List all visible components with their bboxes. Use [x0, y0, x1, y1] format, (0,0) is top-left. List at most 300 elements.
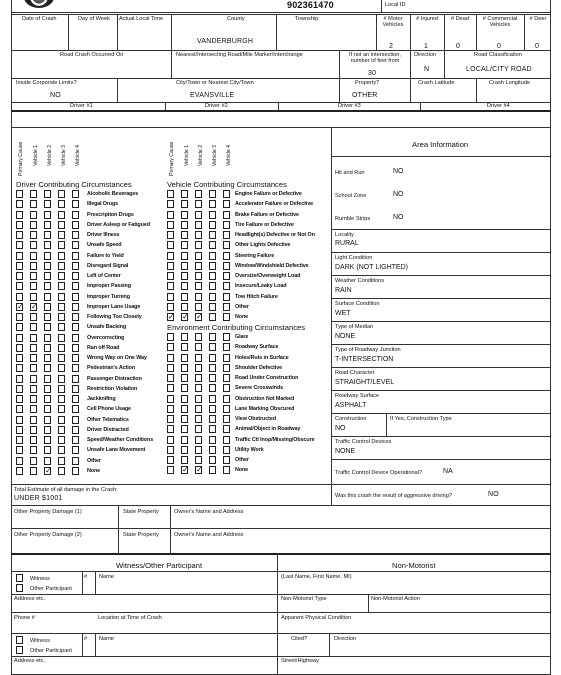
environment-checkbox[interactable]	[195, 364, 202, 372]
driver-checkbox[interactable]	[30, 252, 37, 260]
vehicle-checkbox[interactable]	[167, 231, 174, 239]
driver-checkbox[interactable]	[44, 221, 51, 229]
vehicle-checkbox[interactable]	[209, 190, 216, 198]
vehicle-checkbox[interactable]	[223, 262, 230, 270]
vehicle-checkbox[interactable]	[181, 241, 188, 249]
environment-checkbox[interactable]	[223, 466, 230, 474]
driver-checkbox[interactable]	[72, 262, 79, 270]
vehicle-checkbox[interactable]	[223, 200, 230, 208]
driver-checkbox[interactable]	[58, 354, 65, 362]
vehicle-checkbox[interactable]	[181, 303, 188, 311]
driver-checkbox[interactable]	[44, 436, 51, 444]
driver-checkbox[interactable]	[58, 313, 65, 321]
driver-checkbox[interactable]	[44, 241, 51, 249]
environment-checkbox[interactable]	[181, 354, 188, 362]
driver-checkbox[interactable]	[16, 395, 23, 403]
driver-checkbox[interactable]	[72, 457, 79, 465]
driver-checkbox[interactable]	[44, 313, 51, 321]
driver-checkbox[interactable]	[30, 436, 37, 444]
driver-item-label: Restriction Violation	[87, 385, 138, 392]
driver-checkbox[interactable]	[58, 405, 65, 413]
environment-checkbox[interactable]	[209, 395, 216, 403]
driver-checkbox[interactable]	[58, 395, 65, 403]
environment-checkbox[interactable]	[181, 446, 188, 454]
vehicle-checkbox[interactable]	[223, 303, 230, 311]
other-participant-2-checkbox[interactable]	[16, 646, 23, 654]
environment-checkbox[interactable]	[167, 333, 174, 341]
driver-checkbox[interactable]	[30, 416, 37, 424]
environment-checkbox[interactable]	[209, 343, 216, 351]
environment-checkbox[interactable]	[167, 354, 174, 362]
environment-checkbox[interactable]	[167, 395, 174, 403]
driver-checkbox[interactable]	[72, 405, 79, 413]
vehicle-checkbox[interactable]	[181, 231, 188, 239]
driver-1-label: Driver #1	[70, 103, 93, 109]
environment-checkbox[interactable]	[181, 364, 188, 372]
driver-checkbox[interactable]	[16, 262, 23, 270]
environment-checkbox[interactable]	[195, 343, 202, 351]
witness-checkbox[interactable]	[16, 574, 23, 582]
driver-checkbox[interactable]	[72, 334, 79, 342]
driver-checkbox[interactable]	[58, 385, 65, 393]
vehicle-checkbox[interactable]	[181, 282, 188, 290]
driver-checkbox[interactable]	[16, 231, 23, 239]
vehicle-checkbox[interactable]	[209, 252, 216, 260]
driver-checkbox[interactable]	[58, 221, 65, 229]
environment-checkbox[interactable]	[181, 384, 188, 392]
driver-checkbox[interactable]	[16, 200, 23, 208]
driver-checkbox[interactable]	[30, 323, 37, 331]
driver-checkbox[interactable]	[30, 313, 37, 321]
environment-checkbox[interactable]	[223, 436, 230, 444]
driver-checkbox[interactable]	[44, 385, 51, 393]
environment-checkbox[interactable]	[223, 456, 230, 464]
driver-checkbox[interactable]	[16, 344, 23, 352]
driver-checkbox[interactable]	[44, 457, 51, 465]
vehicle-checkbox[interactable]	[209, 231, 216, 239]
driver-checkbox[interactable]	[16, 241, 23, 249]
vehicle-checkbox[interactable]	[209, 200, 216, 208]
vehicle-checkbox[interactable]	[167, 272, 174, 280]
driver-checkbox[interactable]	[16, 436, 23, 444]
property-label: Property?	[355, 80, 380, 86]
vehicle-checkbox[interactable]	[223, 190, 230, 198]
driver-checkbox[interactable]	[72, 426, 79, 434]
driver-checkbox[interactable]	[30, 446, 37, 454]
driver-checkbox[interactable]	[72, 313, 79, 321]
environment-checkbox[interactable]	[209, 384, 216, 392]
driver-checkbox[interactable]	[16, 211, 23, 219]
driver-checkbox[interactable]	[30, 405, 37, 413]
environment-checkbox[interactable]	[209, 415, 216, 423]
driver-checkbox[interactable]: ✓	[31, 301, 38, 311]
driver-checkbox[interactable]	[58, 334, 65, 342]
vehicle-checkbox[interactable]	[209, 262, 216, 270]
driver-checkbox[interactable]	[16, 426, 23, 434]
environment-checkbox[interactable]	[195, 425, 202, 433]
driver-checkbox[interactable]	[30, 467, 37, 475]
driver-checkbox[interactable]	[72, 323, 79, 331]
driver-checkbox[interactable]	[72, 231, 79, 239]
tcd-value: NONE	[335, 448, 356, 455]
driver-checkbox[interactable]	[58, 344, 65, 352]
vehicle-checkbox[interactable]	[181, 272, 188, 280]
environment-checkbox[interactable]	[181, 425, 188, 433]
driver-checkbox[interactable]	[72, 467, 79, 475]
witness-2-name-label: Name	[99, 636, 114, 642]
environment-checkbox[interactable]	[181, 395, 188, 403]
environment-checkbox[interactable]	[209, 405, 216, 413]
environment-checkbox[interactable]	[181, 415, 188, 423]
driver-checkbox[interactable]	[58, 190, 65, 198]
driver-checkbox[interactable]	[16, 221, 23, 229]
driver-checkbox[interactable]	[72, 293, 79, 301]
environment-checkbox[interactable]	[223, 425, 230, 433]
tcd-operational-value: NA	[443, 468, 453, 475]
driver-checkbox[interactable]	[44, 323, 51, 331]
driver-checkbox[interactable]	[30, 190, 37, 198]
vehicle-checkbox[interactable]	[195, 303, 202, 311]
environment-checkbox[interactable]	[167, 343, 174, 351]
driver-checkbox[interactable]	[30, 221, 37, 229]
driver-checkbox[interactable]	[30, 354, 37, 362]
driver-checkbox[interactable]	[30, 364, 37, 372]
driver-checkbox[interactable]	[44, 272, 51, 280]
driver-checkbox[interactable]	[58, 457, 65, 465]
driver-checkbox[interactable]	[44, 416, 51, 424]
driver-checkbox[interactable]	[58, 416, 65, 424]
environment-checkbox[interactable]	[181, 405, 188, 413]
vehicle-checkbox[interactable]	[195, 262, 202, 270]
vehicle-checkbox[interactable]	[181, 293, 188, 301]
vehicle-item-label: Insecure/Leaky Load	[235, 283, 287, 290]
environment-checkbox[interactable]	[181, 343, 188, 351]
environment-checkbox[interactable]	[223, 364, 230, 372]
environment-checkbox[interactable]	[167, 405, 174, 413]
environment-checkbox[interactable]	[223, 384, 230, 392]
environment-checkbox[interactable]	[181, 333, 188, 341]
vehicle-checkbox[interactable]	[167, 200, 174, 208]
driver-checkbox[interactable]	[16, 446, 23, 454]
day-label: Day of Week	[78, 16, 110, 22]
driver-checkbox[interactable]	[16, 457, 23, 465]
driver-checkbox[interactable]	[16, 252, 23, 260]
vehicle-checkbox[interactable]	[181, 211, 188, 219]
vehicle-checkbox[interactable]	[209, 211, 216, 219]
driver-checkbox[interactable]	[58, 252, 65, 260]
road-character-value: STRAIGHT/LEVEL	[335, 379, 395, 386]
driver-checkbox[interactable]	[72, 282, 79, 290]
driver-checkbox[interactable]	[16, 385, 23, 393]
driver-checkbox[interactable]	[58, 231, 65, 239]
driver-checkbox[interactable]	[30, 272, 37, 280]
driver-checkbox[interactable]	[72, 303, 79, 311]
environment-checkbox[interactable]	[223, 405, 230, 413]
vehicle-checkbox[interactable]	[223, 313, 230, 321]
environment-checkbox[interactable]	[195, 405, 202, 413]
environment-checkbox[interactable]	[209, 354, 216, 362]
environment-checkbox[interactable]	[223, 374, 230, 382]
driver-checkbox[interactable]	[16, 293, 23, 301]
environment-checkbox[interactable]	[195, 436, 202, 444]
commercial-label: # Commercial Vehicles	[482, 16, 518, 28]
environment-checkbox[interactable]	[195, 415, 202, 423]
vehicle-checkbox[interactable]	[195, 190, 202, 198]
driver-checkbox[interactable]	[16, 405, 23, 413]
vehicle-checkbox[interactable]	[167, 211, 174, 219]
driver-checkbox[interactable]: ✓	[17, 301, 24, 311]
driver-checkbox[interactable]	[44, 405, 51, 413]
vehicle-checkbox[interactable]	[167, 293, 174, 301]
driver-checkbox[interactable]	[16, 323, 23, 331]
witness-2-checkbox[interactable]	[16, 636, 23, 644]
driver-checkbox[interactable]	[72, 200, 79, 208]
environment-checkbox[interactable]	[209, 425, 216, 433]
driver-checkbox[interactable]	[44, 282, 51, 290]
environment-checkbox[interactable]	[209, 446, 216, 454]
driver-checkbox[interactable]	[44, 395, 51, 403]
driver-checkbox[interactable]	[72, 446, 79, 454]
driver-checkbox[interactable]	[16, 354, 23, 362]
vehicle-checkbox[interactable]	[209, 303, 216, 311]
driver-checkbox[interactable]	[58, 364, 65, 372]
driver-checkbox[interactable]	[44, 303, 51, 311]
driver-checkbox[interactable]	[44, 211, 51, 219]
roadway-surface-value: ASPHALT	[335, 402, 367, 409]
driver-checkbox[interactable]	[72, 375, 79, 383]
driver-checkbox[interactable]: ✓	[45, 465, 52, 475]
environment-checkbox[interactable]	[223, 415, 230, 423]
driver-checkbox[interactable]	[16, 272, 23, 280]
col-vehicle-4-veh: Vehicle 4	[226, 144, 232, 166]
vehicle-item-label: None	[235, 314, 249, 320]
environment-checkbox[interactable]	[167, 364, 174, 372]
vehicle-checkbox[interactable]	[223, 241, 230, 249]
vehicle-checkbox[interactable]	[195, 200, 202, 208]
driver-checkbox[interactable]	[44, 262, 51, 270]
environment-checkbox[interactable]	[181, 436, 188, 444]
vehicle-checkbox[interactable]	[223, 293, 230, 301]
driver-checkbox[interactable]	[16, 375, 23, 383]
driver-checkbox[interactable]	[72, 385, 79, 393]
driver-checkbox[interactable]	[30, 262, 37, 270]
vehicle-checkbox[interactable]	[167, 190, 174, 198]
vehicle-checkbox[interactable]	[209, 241, 216, 249]
driver-checkbox[interactable]	[72, 272, 79, 280]
driver-checkbox[interactable]	[30, 344, 37, 352]
vehicle-checkbox[interactable]	[223, 252, 230, 260]
driver-checkbox[interactable]	[58, 426, 65, 434]
driver-checkbox[interactable]	[72, 344, 79, 352]
driver-checkbox[interactable]	[58, 262, 65, 270]
vehicle-checkbox[interactable]	[167, 221, 174, 229]
driver-checkbox[interactable]	[44, 364, 51, 372]
vehicle-checkbox[interactable]	[195, 231, 202, 239]
driver-checkbox[interactable]	[44, 375, 51, 383]
vehicle-checkbox[interactable]	[209, 293, 216, 301]
environment-checkbox[interactable]	[195, 384, 202, 392]
driver-checkbox[interactable]	[72, 221, 79, 229]
driver-checkbox[interactable]	[58, 200, 65, 208]
environment-checkbox[interactable]: ✓	[182, 465, 189, 475]
driver-checkbox[interactable]	[44, 446, 51, 454]
driver-checkbox[interactable]	[30, 395, 37, 403]
environment-checkbox[interactable]	[223, 446, 230, 454]
environment-checkbox[interactable]	[167, 446, 174, 454]
driver-item-label: Illegal Drugs	[87, 201, 119, 208]
other-participant-checkbox[interactable]	[16, 584, 23, 592]
environment-checkbox[interactable]	[209, 333, 216, 341]
vehicle-checkbox[interactable]: ✓	[182, 312, 189, 321]
environment-checkbox[interactable]	[167, 374, 174, 382]
driver-checkbox[interactable]	[72, 364, 79, 372]
driver-checkbox[interactable]	[16, 313, 23, 321]
environment-checkbox[interactable]: ✓	[196, 465, 203, 475]
environment-checkbox[interactable]	[181, 374, 188, 382]
driver-checkbox[interactable]	[30, 211, 37, 219]
driver-checkbox[interactable]	[16, 334, 23, 342]
environment-checkbox[interactable]	[195, 354, 202, 362]
environment-checkbox[interactable]	[223, 395, 230, 403]
environment-checkbox[interactable]	[209, 374, 216, 382]
environment-checkbox[interactable]	[167, 456, 174, 464]
driver-checkbox[interactable]	[58, 467, 65, 475]
driver-checkbox[interactable]	[16, 467, 23, 475]
driver-checkbox[interactable]	[30, 293, 37, 301]
environment-checkbox[interactable]	[209, 364, 216, 372]
vehicle-section-title: Vehicle Contributing Circumstances	[167, 180, 287, 189]
vehicle-checkbox[interactable]	[209, 313, 216, 321]
environment-checkbox[interactable]	[167, 425, 174, 433]
driver-item-label: Alcoholic Beverages	[87, 191, 139, 197]
vehicle-checkbox[interactable]	[195, 293, 202, 301]
driver-checkbox[interactable]	[44, 344, 51, 352]
vehicle-checkbox[interactable]	[181, 200, 188, 208]
driver-checkbox[interactable]	[44, 426, 51, 434]
driver-checkbox[interactable]	[58, 293, 65, 301]
driver-checkbox[interactable]	[30, 241, 37, 249]
environment-checkbox[interactable]	[223, 333, 230, 341]
environment-checkbox[interactable]	[209, 436, 216, 444]
driver-checkbox[interactable]	[72, 416, 79, 424]
environment-checkbox[interactable]	[223, 354, 230, 362]
driver-checkbox[interactable]	[16, 190, 23, 198]
environment-checkbox[interactable]	[223, 343, 230, 351]
vehicle-checkbox[interactable]	[167, 282, 174, 290]
driver-checkbox[interactable]	[44, 354, 51, 362]
driver-checkbox[interactable]	[72, 252, 79, 260]
driver-checkbox[interactable]	[16, 282, 23, 290]
driver-checkbox[interactable]	[30, 385, 37, 393]
driver-checkbox[interactable]	[44, 293, 51, 301]
vehicle-checkbox[interactable]	[167, 241, 174, 249]
environment-checkbox[interactable]	[195, 395, 202, 403]
driver-item-label: Unsafe Lane Movement	[87, 447, 146, 454]
driver-checkbox[interactable]	[58, 211, 65, 219]
vehicle-checkbox[interactable]	[209, 221, 216, 229]
driver-checkbox[interactable]	[44, 200, 51, 208]
driver-checkbox[interactable]	[44, 334, 51, 342]
driver-checkbox[interactable]	[30, 457, 37, 465]
driver-checkbox[interactable]	[30, 426, 37, 434]
vehicle-checkbox[interactable]	[223, 211, 230, 219]
vehicle-checkbox[interactable]: ✓	[196, 312, 203, 321]
driver-checkbox[interactable]	[58, 446, 65, 454]
driver-checkbox[interactable]	[72, 354, 79, 362]
driver-checkbox[interactable]	[30, 231, 37, 239]
vehicle-checkbox[interactable]	[195, 241, 202, 249]
vehicle-checkbox[interactable]	[195, 252, 202, 260]
environment-checkbox[interactable]	[209, 456, 216, 464]
driver-checkbox[interactable]	[30, 282, 37, 290]
driver-checkbox[interactable]	[30, 334, 37, 342]
vehicle-checkbox[interactable]	[167, 303, 174, 311]
driver-checkbox[interactable]	[58, 282, 65, 290]
vehicle-checkbox[interactable]	[223, 272, 230, 280]
environment-checkbox[interactable]	[209, 466, 216, 474]
driver-checkbox[interactable]	[44, 190, 51, 198]
driver-checkbox[interactable]	[58, 303, 65, 311]
vehicle-checkbox[interactable]	[167, 262, 174, 270]
driver-checkbox[interactable]	[58, 375, 65, 383]
driver-checkbox[interactable]	[58, 436, 65, 444]
vehicle-checkbox[interactable]	[195, 272, 202, 280]
driver-checkbox[interactable]	[44, 252, 51, 260]
driver-checkbox[interactable]	[58, 241, 65, 249]
driver-checkbox[interactable]	[72, 395, 79, 403]
environment-checkbox[interactable]	[195, 456, 202, 464]
driver-checkbox[interactable]	[16, 364, 23, 372]
vehicle-checkbox[interactable]	[181, 262, 188, 270]
environment-checkbox[interactable]	[195, 374, 202, 382]
vehicle-checkbox[interactable]	[181, 190, 188, 198]
environment-checkbox[interactable]	[195, 446, 202, 454]
vehicle-checkbox[interactable]	[223, 221, 230, 229]
vehicle-checkbox[interactable]	[195, 211, 202, 219]
vehicle-checkbox[interactable]	[223, 231, 230, 239]
vehicle-item-label: Accelerator Failure or Defective	[235, 201, 313, 208]
junction-value: T-INTERSECTION	[335, 356, 394, 363]
environment-checkbox[interactable]	[167, 384, 174, 392]
environment-checkbox[interactable]	[167, 415, 174, 423]
driver-checkbox[interactable]	[58, 272, 65, 280]
vehicle-checkbox[interactable]	[209, 272, 216, 280]
driver-2-label: Driver #2	[205, 103, 228, 109]
environment-checkbox[interactable]	[195, 333, 202, 341]
driver-item-label: Other	[87, 457, 101, 464]
driver-checkbox[interactable]	[16, 416, 23, 424]
driver-checkbox[interactable]	[72, 190, 79, 198]
driver-checkbox[interactable]	[72, 241, 79, 249]
driver-checkbox[interactable]	[72, 211, 79, 219]
vehicle-checkbox[interactable]	[181, 221, 188, 229]
environment-checkbox[interactable]	[181, 456, 188, 464]
vehicle-checkbox[interactable]	[195, 221, 202, 229]
driver-checkbox[interactable]	[44, 231, 51, 239]
driver-checkbox[interactable]	[58, 323, 65, 331]
vehicle-checkbox[interactable]	[167, 252, 174, 260]
vehicle-checkbox[interactable]	[223, 282, 230, 290]
vehicle-checkbox[interactable]: ✓	[168, 312, 175, 321]
driver-checkbox[interactable]	[30, 375, 37, 383]
driver-checkbox[interactable]	[72, 436, 79, 444]
vehicle-checkbox[interactable]	[181, 252, 188, 260]
vehicle-checkbox[interactable]	[209, 282, 216, 290]
driver-checkbox[interactable]	[30, 200, 37, 208]
environment-checkbox[interactable]	[167, 466, 174, 474]
environment-checkbox[interactable]	[167, 436, 174, 444]
vehicle-checkbox[interactable]	[195, 282, 202, 290]
